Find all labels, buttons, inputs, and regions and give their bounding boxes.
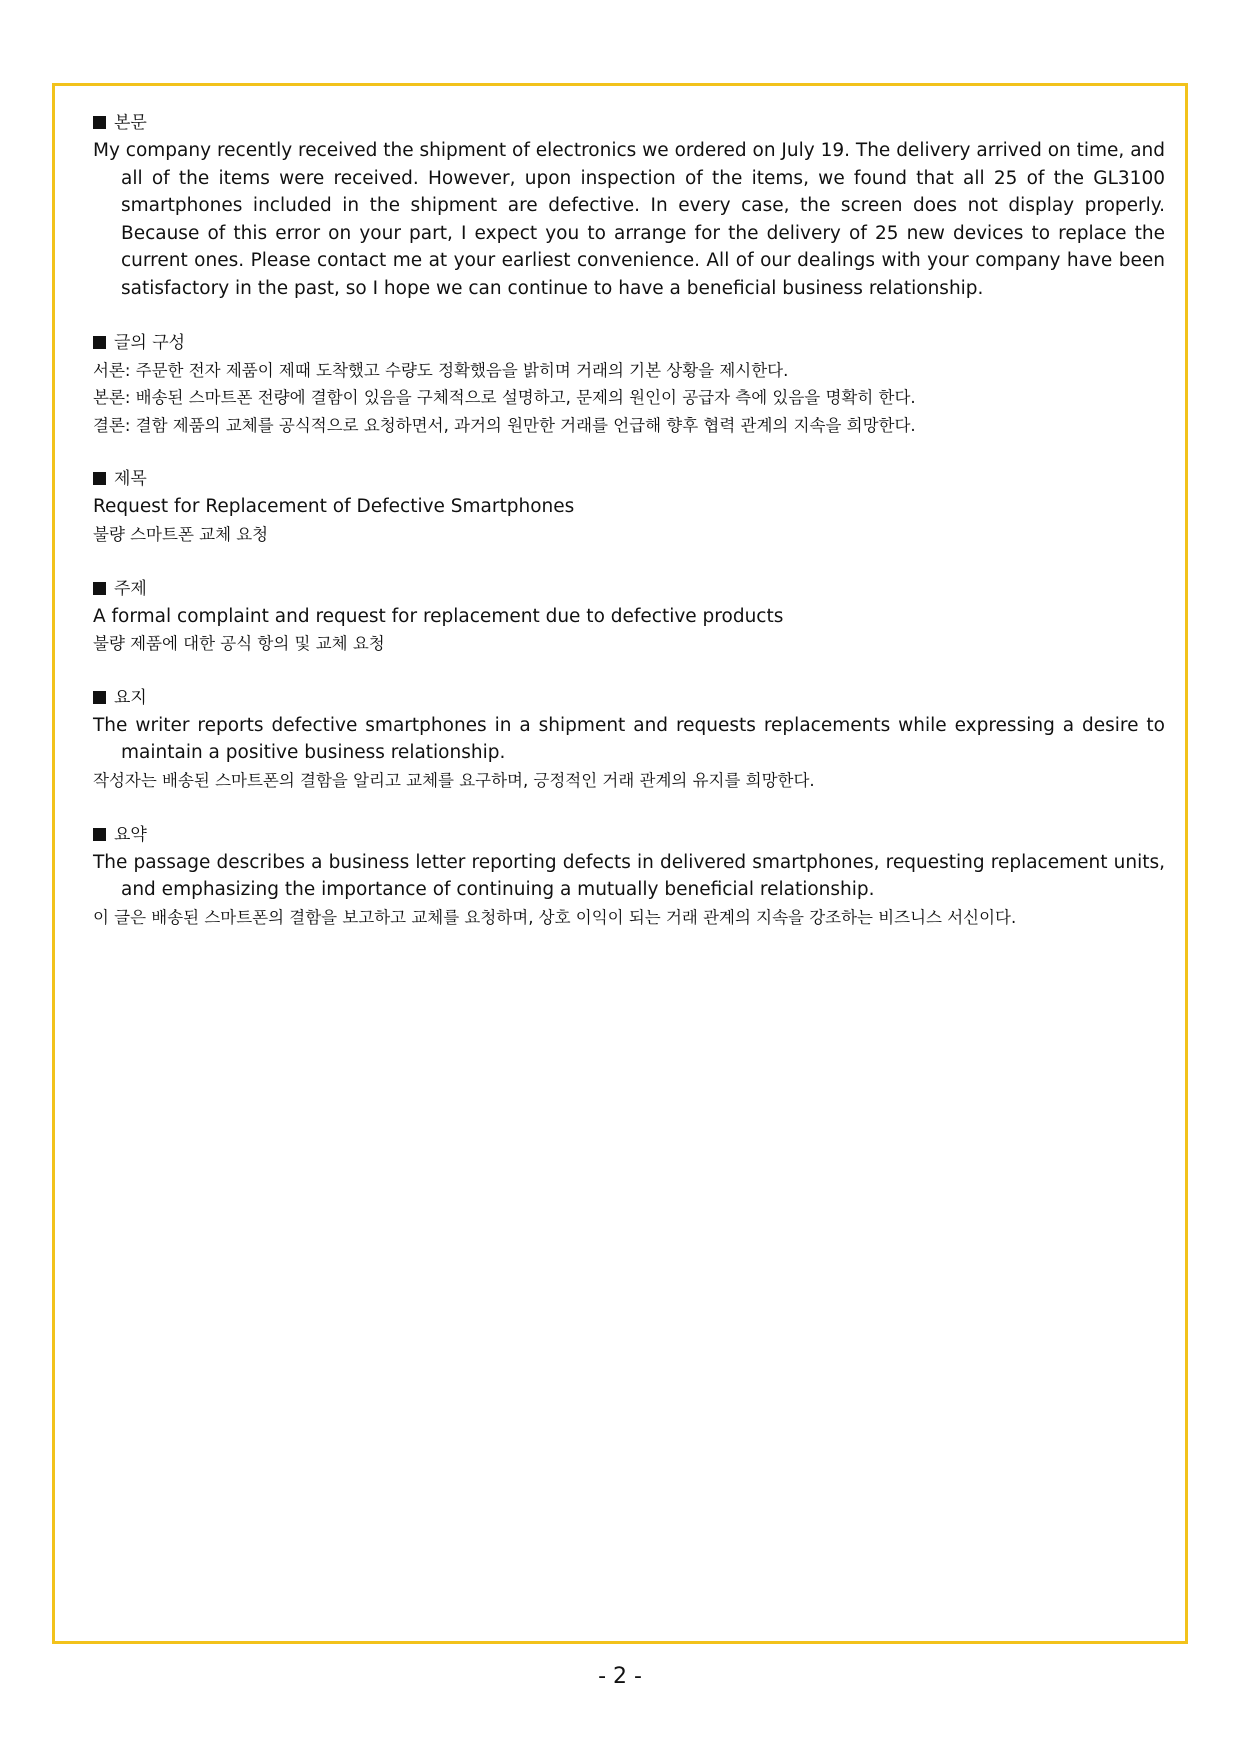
gist-ko: 작성자는 배송된 스마트폰의 결함을 알리고 교체를 요구하며, 긍정적인 거래 관계의 유지를 희망한다. — [93, 770, 815, 790]
section-body — [93, 110, 1165, 303]
body-text: My company recently received the shipment of electronics we ordered on July 19. The delivery arrived on time, and all of the items were received. However, upon inspection of the items, we found that all 25 of the GL3100 smartphones included in the shipment are defective. In every case, the screen does not display properly. Because of this error on your part, I expect you to arrange for the delivery of 25 new devices to replace the current ones. Please contact me at your earliest convenience. All of our dealings with your company have been satisfactory in the past, so I hope we can continue to have a beneficial business relationship. — [93, 140, 1165, 299]
page-number: - 2 - — [598, 1664, 642, 1689]
square-bullet-icon — [93, 472, 106, 485]
square-bullet-icon — [93, 582, 106, 595]
summary-ko: 이 글은 배송된 스마트폰의 결함을 보고하고 교체를 요청하며, 상호 이익이 되는 거래 관계의 지속을 강조하는 비즈니스 서신이다. — [93, 907, 1017, 927]
topic-en: A formal complaint and request for replacement due to defective products — [93, 605, 784, 627]
section-heading: 글의 구성 — [93, 330, 1165, 357]
structure-intro: 서론: 주문한 전자 제품이 제때 도착했고 수량도 정확했음을 밝히며 거래의 기본 상황을 제시한다. — [93, 360, 789, 380]
topic-ko: 불량 제품에 대한 공식 항의 및 교체 요청 — [93, 634, 385, 654]
section-heading: 요약 — [93, 822, 1165, 849]
section-heading: 요지 — [93, 685, 1165, 712]
square-bullet-icon — [93, 336, 106, 349]
square-bullet-icon — [93, 116, 106, 129]
section-topic — [93, 576, 1165, 658]
square-bullet-icon — [93, 828, 106, 841]
structure-body: 본론: 배송된 스마트폰 전량에 결함이 있음을 구체적으로 설명하고, 문제의 원인이 공급자 측에 있음을 명확히 한다. — [93, 388, 916, 408]
section-summary — [93, 822, 1165, 932]
square-bullet-icon — [93, 691, 106, 704]
section-gist — [93, 685, 1165, 795]
gist-en: The writer reports defective smartphones in a shipment and requests replacements while expressing a desire to maintain a positive business relationship. — [93, 714, 1165, 764]
section-heading: 주제 — [93, 576, 1165, 603]
summary-en: The passage describes a business letter reporting defects in delivered smartphones, requesting replacement units, and emphasizing the importance of continuing a mutually beneficial relationship. — [93, 851, 1165, 901]
title-en: Request for Replacement of Defective Smartphones — [93, 496, 575, 518]
section-structure — [93, 330, 1165, 440]
page-content — [93, 110, 1165, 958]
title-ko: 불량 스마트폰 교체 요청 — [93, 524, 269, 544]
section-heading: 제목 — [93, 466, 1165, 493]
section-heading: 본문 — [93, 110, 1165, 137]
structure-conclusion: 결론: 결함 제품의 교체를 공식적으로 요청하면서, 과거의 원만한 거래를 언급해 향후 협력 관계의 지속을 희망한다. — [93, 415, 916, 435]
section-title — [93, 466, 1165, 548]
